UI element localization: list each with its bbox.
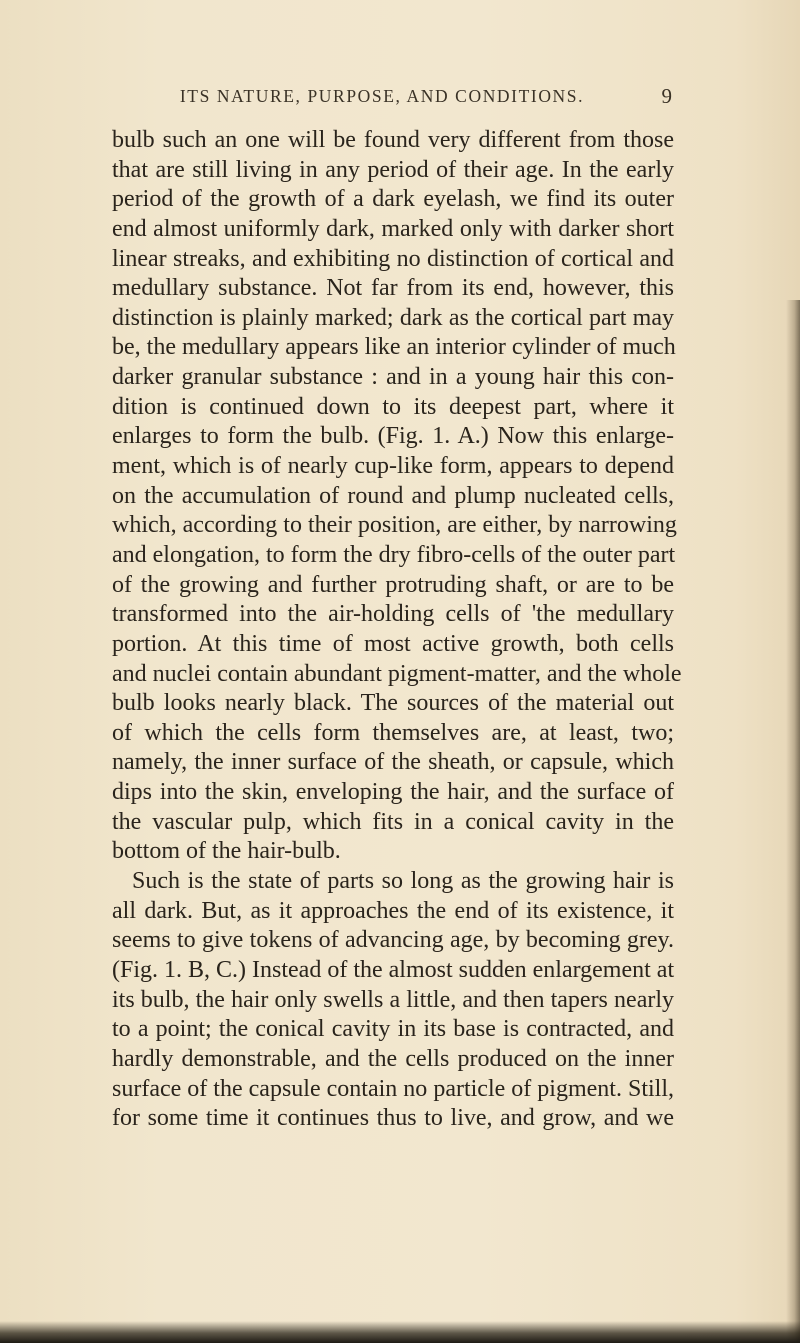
text-line: that are still living in any period of their age. In the early: [112, 156, 674, 183]
text-line: its bulb, the hair only swells a little, and then tapers nearly: [112, 986, 674, 1013]
text-line: bulb such an one will be found very different from those: [112, 127, 674, 153]
text-line: and elongation, to form the dry fibro-cells of the outer part: [112, 541, 676, 568]
text-line: period of the growth of a dark eyelash, we find its outer: [112, 186, 674, 213]
text-line: the vascular pulp, which fits in a conical cavity in the: [112, 808, 674, 835]
text-line: end almost uniformly dark, marked only with darker short: [112, 215, 674, 242]
text-line: surface of the capsule contain no particle of pigment. Still,: [112, 1075, 674, 1102]
text-line: (Fig. 1. B, C.) Instead of the almost sudden enlargement at: [112, 956, 675, 983]
text-line: bottom of the hair-bulb.: [112, 838, 341, 865]
text-line: namely, the inner surface of the sheath, or capsule, which: [112, 749, 674, 776]
text-line: ment, which is of nearly cup-like form, appears to depend: [112, 453, 674, 480]
page-number: 9: [661, 84, 672, 108]
text-line: medullary substance. Not far from its end, however, this: [112, 275, 674, 302]
text-line: hardly demonstrable, and the cells produced on the inner: [112, 1045, 674, 1072]
text-line: distinction is plainly marked; dark as the cortical part may: [112, 304, 674, 331]
page-edge-shadow: [786, 300, 800, 1343]
body-text: [112, 126, 682, 1134]
text-line: which, according to their position, are either, by narrowing: [112, 512, 677, 539]
text-line: all dark. But, as it approaches the end of its existence, it: [112, 897, 674, 924]
text-line: portion. At this time of most active growth, both cells: [112, 630, 674, 657]
running-head: [112, 86, 672, 116]
page-bottom-edge: [0, 1321, 800, 1343]
text-line: bulb looks nearly black. The sources of the material out: [112, 690, 674, 717]
text-line: Such is the state of parts so long as the growing hair is: [132, 868, 674, 895]
text-line: for some time it continues thus to live, and grow, and we: [112, 1105, 674, 1132]
text-line: and nuclei contain abundant pigment-matter, and the whole: [112, 660, 682, 687]
text-line: of the growing and further protruding shaft, or are to be: [112, 571, 674, 598]
running-head-title: ITS NATURE, PURPOSE, AND CONDITIONS.: [179, 86, 585, 106]
text-line: to a point; the conical cavity in its base is contracted, and: [112, 1016, 674, 1043]
text-line: seems to give tokens of advancing age, by becoming grey.: [112, 927, 674, 954]
text-line: transformed into the air-holding cells of 'the medullary: [112, 601, 674, 628]
text-line: darker granular substance : and in a young hair this con-: [112, 364, 674, 391]
text-line: of which the cells form themselves are, at least, two;: [112, 719, 674, 746]
text-line: enlarges to form the bulb. (Fig. 1. A.) Now this enlarge-: [112, 423, 674, 450]
text-line: linear streaks, and exhibiting no distinction of cortical and: [112, 245, 674, 272]
text-line: on the accumulation of round and plump nucleated cells,: [112, 482, 674, 509]
text-line: be, the medullary appears like an interior cylinder of much: [112, 334, 676, 361]
text-line: dips into the skin, enveloping the hair, and the surface of: [112, 779, 674, 806]
text-line: dition is continued down to its deepest part, where it: [112, 393, 674, 420]
